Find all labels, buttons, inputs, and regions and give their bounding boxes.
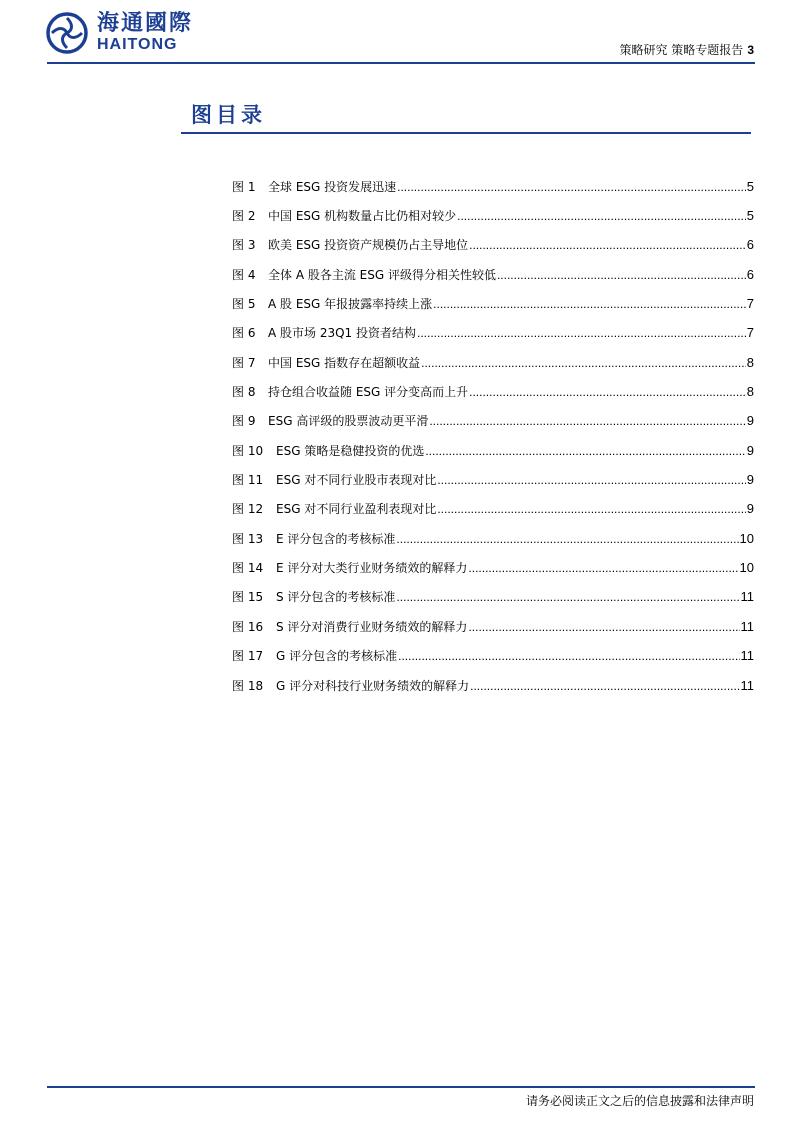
figure-title: ESG 策略是稳健投资的优选 — [276, 444, 425, 458]
figure-label: 图 7 — [232, 356, 256, 370]
dot-leader — [468, 559, 738, 577]
figure-title: 持仓组合收益随 ESG 评分变高而上升 — [268, 385, 469, 399]
figure-page: 8 — [746, 384, 754, 399]
toc-entry[interactable] — [232, 324, 754, 342]
report-category: 策略研究 策略专题报告 — [619, 43, 744, 57]
toc-entry[interactable] — [232, 383, 754, 401]
figure-title: E 评分对大类行业财务绩效的解释力 — [276, 561, 468, 575]
figure-page: 7 — [746, 325, 754, 340]
header-divider — [47, 62, 755, 64]
figure-label: 图 1 — [232, 180, 256, 194]
figure-title: S 评分对消费行业财务绩效的解释力 — [276, 620, 468, 634]
dot-leader — [437, 471, 745, 489]
toc-entry[interactable] — [232, 266, 754, 284]
toc-entry[interactable] — [232, 647, 754, 665]
title-divider — [181, 132, 751, 134]
dot-leader — [396, 530, 738, 548]
figure-title: E 评分包含的考核标准 — [276, 532, 396, 546]
figure-page: 11 — [740, 678, 754, 693]
figure-title: 中国 ESG 机构数量占比仍相对较少 — [268, 209, 457, 223]
toc-entry[interactable] — [232, 530, 754, 548]
dot-leader — [469, 236, 746, 254]
figure-title: A 股市场 23Q1 投资者结构 — [268, 326, 417, 340]
figure-page: 11 — [740, 589, 754, 604]
figure-title: ESG 对不同行业盈利表现对比 — [276, 502, 437, 516]
figure-label: 图 2 — [232, 209, 256, 223]
toc-entry[interactable] — [232, 412, 754, 430]
figure-title: G 评分包含的考核标准 — [276, 649, 398, 663]
figure-label: 图 4 — [232, 268, 256, 282]
figure-page: 10 — [739, 531, 754, 546]
dot-leader — [417, 324, 746, 342]
dot-leader — [425, 442, 745, 460]
dot-leader — [469, 383, 746, 401]
dot-leader — [437, 500, 745, 518]
figure-title: G 评分对科技行业财务绩效的解释力 — [276, 679, 470, 693]
toc-entry[interactable] — [232, 236, 754, 254]
figure-label: 图 14 — [232, 561, 264, 575]
figure-label: 图 8 — [232, 385, 256, 399]
dot-leader — [497, 266, 746, 284]
toc-entry[interactable] — [232, 471, 754, 489]
figure-title: 欧美 ESG 投资资产规模仍占主导地位 — [268, 238, 469, 252]
brand-name-en: HAITONG — [97, 36, 178, 53]
toc-title: 图目录 — [191, 103, 266, 127]
figure-title: A 股 ESG 年报披露率持续上涨 — [268, 297, 433, 311]
footer-disclaimer: 请务必阅读正文之后的信息披露和法律声明 — [525, 1094, 754, 1108]
toc-entry[interactable] — [232, 178, 754, 196]
dot-leader — [429, 412, 745, 430]
figure-label: 图 13 — [232, 532, 264, 546]
figure-label: 图 11 — [232, 473, 264, 487]
figure-page: 11 — [740, 648, 754, 663]
figure-title: S 评分包含的考核标准 — [276, 590, 396, 604]
figure-label: 图 15 — [232, 590, 264, 604]
figure-title: 全体 A 股各主流 ESG 评级得分相关性较低 — [268, 268, 496, 282]
dot-leader — [468, 618, 739, 636]
figure-page: 9 — [746, 501, 754, 516]
figure-page: 5 — [746, 208, 754, 223]
figure-label: 图 9 — [232, 414, 256, 428]
figure-label: 图 6 — [232, 326, 256, 340]
figure-label: 图 16 — [232, 620, 264, 634]
figure-page: 6 — [746, 237, 754, 252]
dot-leader — [421, 354, 746, 372]
dot-leader — [396, 588, 739, 606]
figure-title: 中国 ESG 指数存在超额收益 — [268, 356, 421, 370]
dot-leader — [398, 647, 739, 665]
figure-title: ESG 对不同行业股市表现对比 — [276, 473, 437, 487]
dot-leader — [397, 178, 746, 196]
figure-page: 9 — [746, 472, 754, 487]
toc-entry[interactable] — [232, 207, 754, 225]
toc-entry[interactable] — [232, 500, 754, 518]
figure-label: 图 17 — [232, 649, 264, 663]
figure-title: ESG 高评级的股票波动更平滑 — [268, 414, 429, 428]
header-section — [619, 43, 754, 57]
figure-page: 9 — [746, 443, 754, 458]
toc-entry[interactable] — [232, 354, 754, 372]
figure-page: 6 — [746, 267, 754, 282]
toc-entry[interactable] — [232, 588, 754, 606]
figure-label: 图 18 — [232, 679, 264, 693]
dot-leader — [433, 295, 746, 313]
page-number: 3 — [747, 43, 754, 57]
figure-page: 10 — [739, 560, 754, 575]
toc-entry[interactable] — [232, 677, 754, 695]
figure-page: 9 — [746, 413, 754, 428]
toc-entry[interactable] — [232, 559, 754, 577]
figure-label: 图 12 — [232, 502, 264, 516]
figure-page: 11 — [740, 619, 754, 634]
toc-entry[interactable] — [232, 618, 754, 636]
figure-label: 图 10 — [232, 444, 264, 458]
figure-label: 图 5 — [232, 297, 256, 311]
footer-divider — [47, 1086, 755, 1088]
toc-entry[interactable] — [232, 295, 754, 313]
figure-label: 图 3 — [232, 238, 256, 252]
dot-leader — [470, 677, 739, 695]
brand-name-cn: 海通國際 — [97, 11, 194, 36]
toc-entry[interactable] — [232, 442, 754, 460]
figure-page: 5 — [746, 179, 754, 194]
dot-leader — [457, 207, 746, 225]
figure-page: 7 — [746, 296, 754, 311]
figure-page: 8 — [746, 355, 754, 370]
figure-title: 全球 ESG 投资发展迅速 — [268, 180, 397, 194]
haitong-logo-icon — [46, 12, 88, 54]
